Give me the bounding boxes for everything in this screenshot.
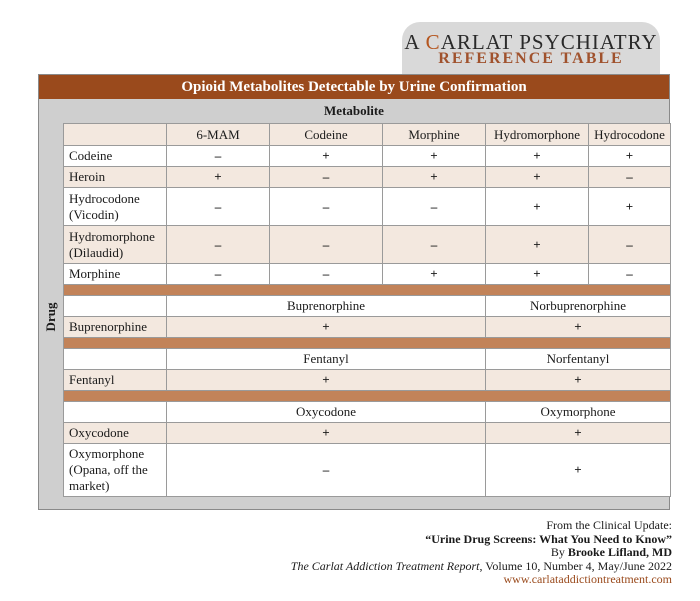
header-corner [64, 296, 167, 317]
opioid-table-frame [38, 74, 670, 510]
citation-author-line: By Brooke Lifland, MD [550, 545, 672, 559]
table-cell: + [167, 370, 486, 391]
table-cell: + [486, 264, 589, 285]
section-separator [64, 338, 671, 349]
banner-title: A CARLAT PSYCHIATRY [404, 30, 658, 54]
header-corner [64, 402, 167, 423]
column-header: Oxymorphone [486, 402, 671, 423]
separator-bar [64, 285, 671, 296]
table-cell: – [270, 226, 383, 264]
column-header: Codeine [270, 124, 383, 146]
table-cell: – [167, 226, 270, 264]
separator-bar [64, 338, 671, 349]
table-row [64, 423, 671, 444]
separator-bar [64, 391, 671, 402]
drug-name: Morphine [64, 264, 167, 285]
reference-table-banner [402, 22, 660, 74]
table-row [64, 188, 671, 226]
section-header-row [64, 349, 671, 370]
table-cell: – [270, 167, 383, 188]
table-cell: – [167, 264, 270, 285]
column-header: Hydromorphone [486, 124, 589, 146]
column-header: Hydrocodone [589, 124, 671, 146]
table-cell: – [270, 188, 383, 226]
citation-article-title: “Urine Drug Screens: What You Need to Know” [425, 531, 672, 546]
column-header: Buprenorphine [167, 296, 486, 317]
column-header: Morphine [383, 124, 486, 146]
table-cell: + [486, 188, 589, 226]
metabolite-axis-label: Metabolite [324, 103, 384, 118]
drug-name: Oxymorphone (Opana, off the market) [64, 444, 167, 497]
banner-subtitle: REFERENCE TABLE [438, 50, 624, 67]
citation-intro: From the Clinical Update: [546, 518, 672, 532]
section-separator [64, 285, 671, 296]
table-cell: + [486, 317, 671, 338]
table-cell: + [589, 146, 671, 167]
drug-axis-label-column [39, 123, 63, 511]
table-title: Opioid Metabolites Detectable by Urine Confirmation [39, 75, 669, 99]
table-cell: + [270, 146, 383, 167]
main-header-row [64, 124, 671, 146]
table-cell: + [589, 188, 671, 226]
section-header-row [64, 296, 671, 317]
column-header: Norbuprenorphine [486, 296, 671, 317]
metabolite-table [63, 123, 671, 497]
header-corner [64, 124, 167, 146]
table-cell: + [383, 167, 486, 188]
table-cell: + [383, 146, 486, 167]
table-cell: – [589, 264, 671, 285]
section-header-row [64, 402, 671, 423]
table-cell: – [589, 167, 671, 188]
table-row [64, 146, 671, 167]
column-header: Norfentanyl [486, 349, 671, 370]
table-row [64, 226, 671, 264]
table-cell: – [167, 444, 486, 497]
drug-name: Fentanyl [64, 370, 167, 391]
citation-author: Brooke Lifland, MD [567, 545, 672, 559]
table-cell: + [486, 146, 589, 167]
column-header: Fentanyl [167, 349, 486, 370]
table-cell: – [589, 226, 671, 264]
table-cell: + [486, 370, 671, 391]
table-cell: – [270, 264, 383, 285]
drug-name: Heroin [64, 167, 167, 188]
column-header: Oxycodone [167, 402, 486, 423]
header-corner [64, 349, 167, 370]
citation-website-link[interactable]: www.carlataddictiontreatment.com [503, 572, 672, 586]
table-cell: – [383, 188, 486, 226]
table-cell: – [167, 188, 270, 226]
table-cell: + [167, 423, 486, 444]
table-row [64, 317, 671, 338]
table-row [64, 264, 671, 285]
table-cell: + [486, 167, 589, 188]
table-row [64, 167, 671, 188]
table-cell: + [167, 167, 270, 188]
drug-axis-label: Drug [43, 302, 58, 332]
drug-name: Hydromorphone (Dilaudid) [64, 226, 167, 264]
table-cell: + [486, 423, 671, 444]
column-header: 6-MAM [167, 124, 270, 146]
table-row [64, 444, 671, 497]
drug-name: Hydrocodone (Vicodin) [64, 188, 167, 226]
table-cell: + [486, 444, 671, 497]
drug-name: Buprenorphine [64, 317, 167, 338]
table-cell: – [383, 226, 486, 264]
table-row [64, 370, 671, 391]
citation-journal: The Carlat Addiction Treatment Report [290, 558, 480, 573]
section-separator [64, 391, 671, 402]
table-cell: + [486, 226, 589, 264]
table-cell: + [383, 264, 486, 285]
drug-name: Oxycodone [64, 423, 167, 444]
source-citation [291, 519, 672, 587]
table-cell: – [167, 146, 270, 167]
citation-journal-line: The Carlat Addiction Treatment Report, Volume 10, Number 4, May/June 2022 [290, 558, 672, 573]
table-cell: + [167, 317, 486, 338]
drug-name: Codeine [64, 146, 167, 167]
